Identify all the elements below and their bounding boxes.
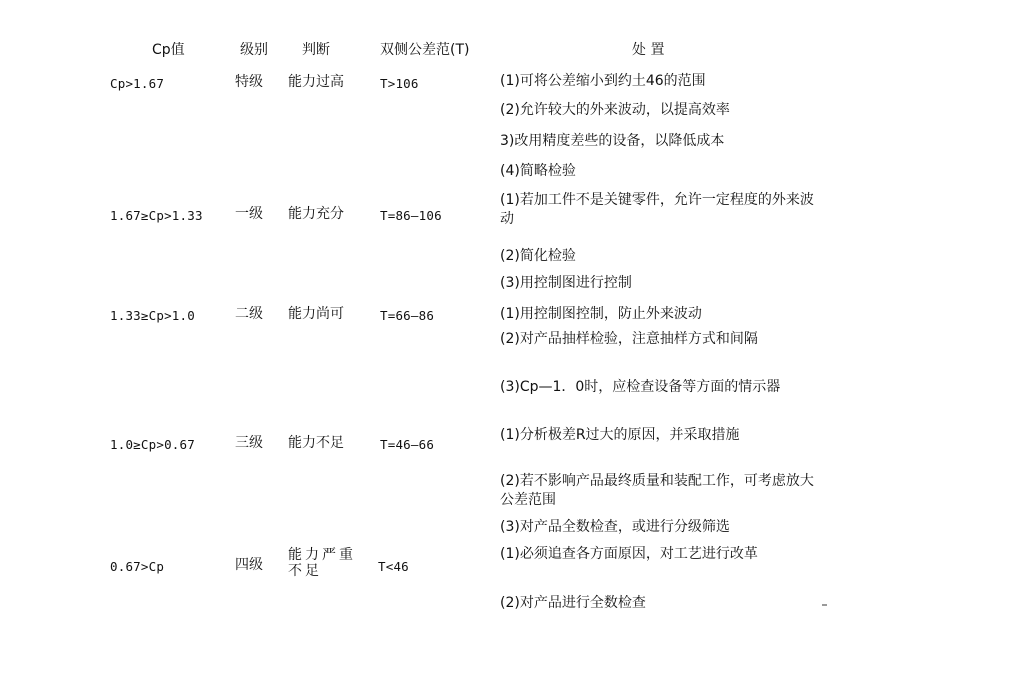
judgement-label: 能力尚可 [288, 306, 344, 322]
grade-label: 三级 [235, 435, 263, 451]
action-item: (3)用控制图进行控制 [500, 275, 632, 291]
action-item: (1)可将公差缩小到约土46的范围 [500, 73, 706, 89]
grade-label: 一级 [235, 206, 263, 222]
action-item: (1)必须追查各方面原因，对工艺进行改革 [500, 546, 758, 562]
judgement-label: 能力充分 [288, 206, 344, 222]
header-judge: 判断 [302, 42, 330, 58]
tolerance-range: T=86—106 [380, 208, 442, 223]
tolerance-range: T>106 [380, 76, 419, 91]
action-item: (3)Cp—1．0时，应检查设备等方面的情示器 [500, 379, 781, 395]
action-item: (4)简略检验 [500, 163, 576, 179]
cp-value: 1.33≥Cp>1.0 [110, 308, 195, 323]
action-item: (1)若加工件不是关键零件，允许一定程度的外来波动 [500, 192, 814, 227]
cp-value: Cp>1.67 [110, 76, 165, 91]
action-item: (2)简化检验 [500, 248, 576, 264]
tolerance-range: T=66—86 [380, 308, 435, 323]
action-item: 3)改用精度差些的设备，以降低成本 [500, 133, 725, 149]
grade-label: 四级 [235, 557, 263, 573]
action-item: (1)用控制图控制，防止外来波动 [500, 306, 702, 322]
tolerance-range: T=46—66 [380, 437, 435, 452]
judgement-label: 能力严重不足 [288, 547, 356, 579]
cp-value: 1.67≥Cp>1.33 [110, 208, 203, 223]
action-item: (2)对产品抽样检验，注意抽样方式和间隔 [500, 331, 758, 347]
header-tolerance: 双侧公差范(T) [380, 42, 470, 58]
tolerance-range: T<46 [378, 559, 409, 574]
judgement-label: 能力不足 [288, 435, 344, 451]
header-grade: 级别 [240, 42, 268, 58]
header-cp: Cp值 [152, 42, 185, 58]
action-item: (3)对产品全数检查，或进行分级筛选 [500, 519, 730, 535]
stray-mark [822, 604, 827, 606]
action-item: (2)对产品进行全数检查 [500, 595, 646, 611]
action-item: (1)分析极差R过大的原因，并采取措施 [500, 427, 740, 443]
judgement-label: 能力过高 [288, 74, 344, 90]
grade-label: 二级 [235, 306, 263, 322]
grade-label: 特级 [235, 74, 263, 90]
cp-value: 1.0≥Cp>0.67 [110, 437, 195, 452]
header-action: 处 置 [632, 42, 665, 58]
action-item: (2)允许较大的外来波动，以提高效率 [500, 102, 730, 118]
action-item: (2)若不影响产品最终质量和装配工作，可考虑放大公差范围 [500, 473, 814, 508]
cp-value: 0.67>Cp [110, 559, 165, 574]
